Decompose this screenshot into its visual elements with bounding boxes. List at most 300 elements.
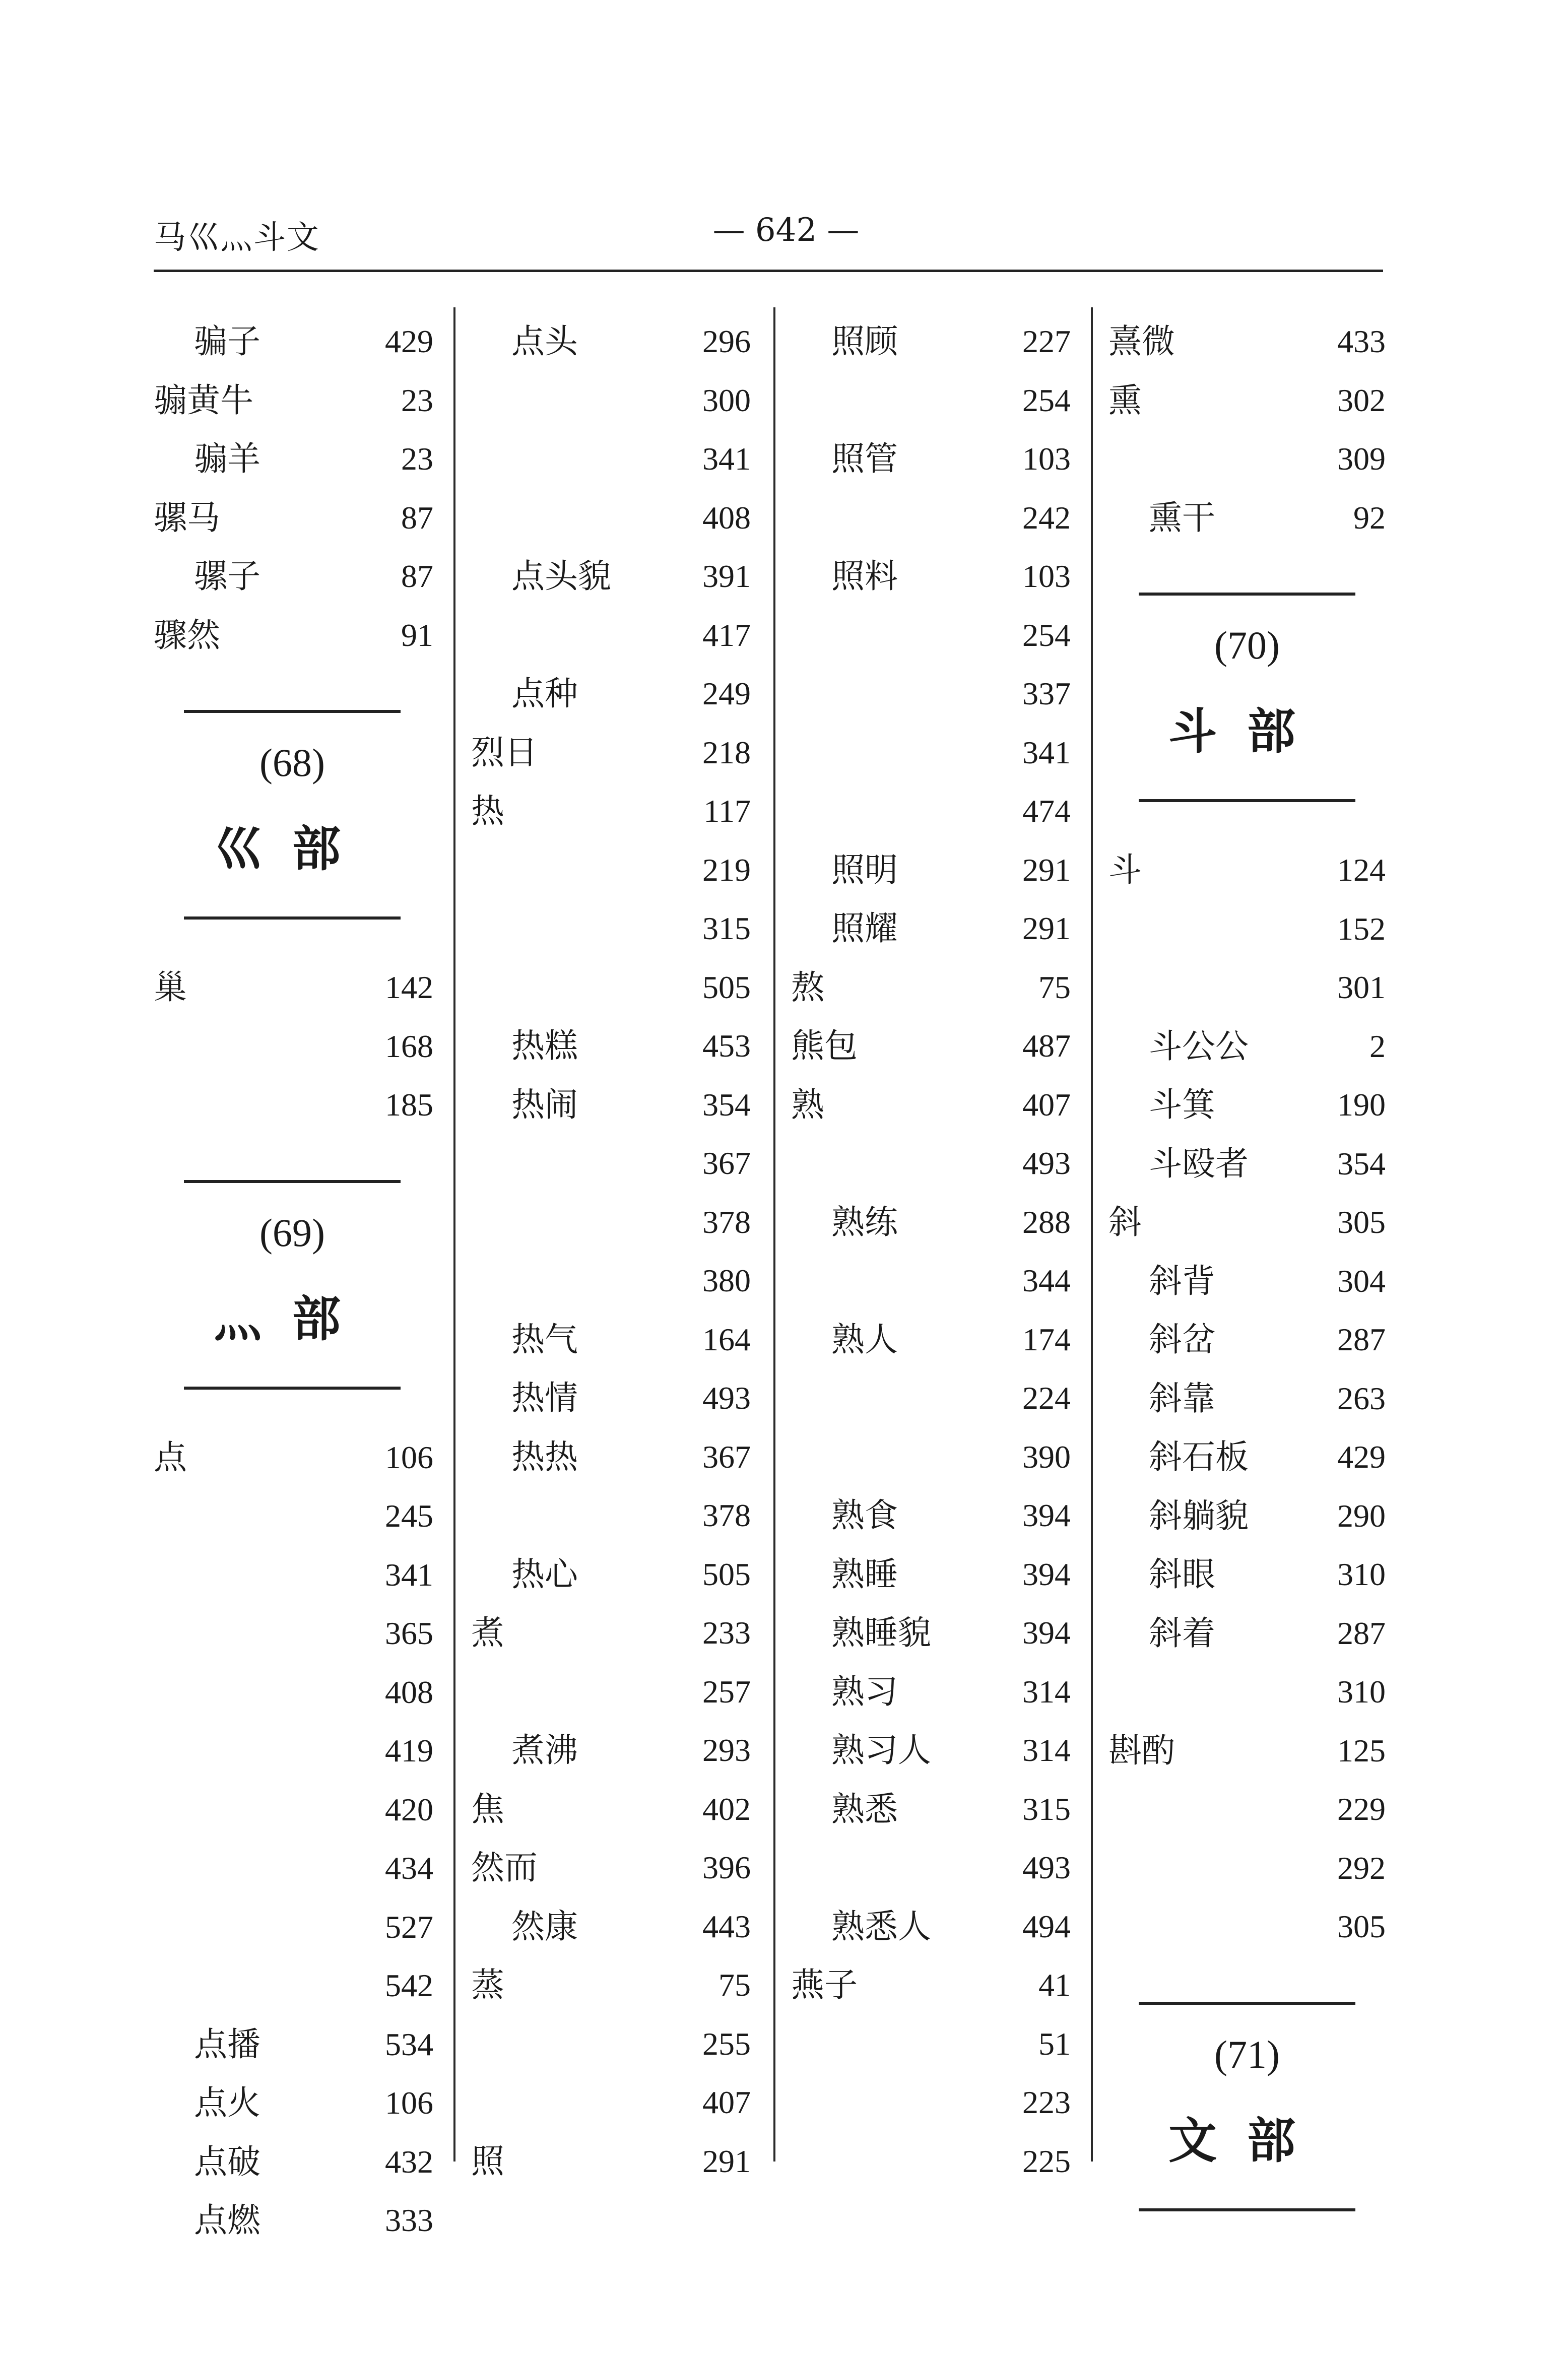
entry-word: 照料 [831, 557, 898, 596]
entry-word: 斗 [1108, 850, 1142, 889]
entry-page-ref: 293 [702, 1732, 751, 1768]
index-entry [1108, 1017, 1386, 1076]
entry-word: 骟黄牛 [154, 380, 253, 420]
radical-section-heading [1108, 1956, 1386, 2250]
index-entry [154, 2015, 433, 2074]
section-rule-top [184, 1180, 401, 1183]
entry-page-ref: 287 [1337, 1322, 1386, 1357]
entry-word: 热气 [511, 1320, 578, 1359]
entry-page-ref: 390 [1022, 1438, 1071, 1475]
entry-page-ref: 223 [1022, 2084, 1071, 2120]
entry-word: 照耀 [831, 909, 898, 948]
entry-word: 骟羊 [194, 439, 260, 478]
index-entry [471, 547, 751, 606]
entry-page-ref: 288 [1022, 1204, 1071, 1240]
section-rule-bottom [1139, 799, 1355, 802]
entry-word: 热心 [511, 1554, 578, 1594]
entry-page-ref: 75 [718, 1967, 751, 2003]
entry-page-ref: 408 [702, 499, 751, 536]
entry-word: 点燃 [194, 2201, 260, 2240]
index-entry [1108, 1487, 1386, 1546]
index-entry [791, 1956, 1071, 2015]
index-entry [791, 371, 1071, 430]
entry-page-ref: 23 [401, 382, 433, 418]
index-entry [471, 782, 751, 841]
entry-page-ref: 185 [385, 1087, 433, 1123]
index-entry [471, 2073, 751, 2132]
section-number: (69) [259, 1210, 325, 1255]
index-entry [471, 724, 751, 782]
entry-page-ref: 305 [1337, 1204, 1386, 1240]
index-entry [471, 1486, 751, 1545]
index-entry [154, 2191, 433, 2250]
entry-page-ref: 378 [702, 1204, 751, 1240]
entry-page-ref: 419 [385, 1733, 433, 1768]
entry-word: 蒸 [471, 1966, 504, 2004]
index-entry [791, 1721, 1071, 1780]
entry-page-ref: 219 [702, 852, 751, 888]
entry-word: 点头 [511, 322, 578, 361]
entry-page-ref: 443 [702, 1908, 751, 1944]
entry-page-ref: 92 [1353, 499, 1386, 536]
entry-page-ref: 174 [1022, 1321, 1071, 1357]
entry-page-ref: 103 [1022, 441, 1071, 477]
index-entry [1108, 1897, 1386, 1956]
index-entry [154, 312, 433, 371]
entry-word: 燕子 [791, 1966, 858, 2004]
index-entry [154, 606, 433, 665]
section-rule-bottom [184, 916, 401, 920]
radical-section-heading [1108, 547, 1386, 841]
index-entry [154, 1076, 433, 1135]
entry-page-ref: 432 [385, 2143, 433, 2180]
entry-page-ref: 391 [702, 558, 751, 594]
entry-word: 骡马 [154, 498, 220, 537]
entry-page-ref: 125 [1337, 1732, 1386, 1768]
index-entry [1108, 430, 1386, 489]
entry-word: 点播 [194, 2024, 260, 2064]
entry-page-ref: 106 [385, 1439, 433, 1475]
entry-word: 斜岔 [1149, 1320, 1215, 1359]
index-entry [471, 489, 751, 548]
index-entry [791, 782, 1071, 841]
entry-word: 焦 [471, 1789, 504, 1828]
entry-word: 熏 [1108, 380, 1142, 420]
index-entry [791, 312, 1071, 371]
entry-word: 斗箕 [1149, 1085, 1215, 1124]
entry-page-ref: 420 [385, 1791, 433, 1827]
index-entry [1108, 958, 1386, 1017]
column-divider [453, 307, 455, 2162]
index-entry [791, 1369, 1071, 1428]
index-entry [791, 1017, 1071, 1076]
index-entry [1108, 1076, 1386, 1135]
entry-page-ref: 255 [702, 2025, 751, 2062]
index-entry [791, 1663, 1071, 1722]
index-entry [791, 1839, 1071, 1897]
index-entry [1108, 371, 1386, 430]
entry-page-ref: 91 [401, 617, 433, 653]
index-entry [791, 430, 1071, 489]
entry-page-ref: 434 [385, 1850, 433, 1886]
entry-page-ref: 333 [385, 2202, 433, 2238]
index-entry [1108, 312, 1386, 371]
entry-page-ref: 315 [702, 910, 751, 946]
index-entry [1108, 1369, 1386, 1428]
index-entry [471, 1076, 751, 1135]
entry-page-ref: 263 [1337, 1380, 1386, 1416]
entry-page-ref: 394 [1022, 1497, 1071, 1533]
index-column-3 [791, 312, 1071, 2191]
section-title: 灬部 [214, 1290, 371, 1347]
entry-page-ref: 310 [1337, 1674, 1386, 1710]
index-entry [471, 1839, 751, 1897]
entry-page-ref: 433 [1337, 323, 1386, 359]
index-entry [1108, 1663, 1386, 1722]
entry-word: 熟食 [831, 1496, 898, 1535]
index-entry [154, 958, 433, 1017]
index-entry [791, 1428, 1071, 1487]
index-entry [791, 2073, 1071, 2132]
entry-word: 照管 [831, 439, 898, 478]
entry-page-ref: 341 [702, 441, 751, 477]
index-entry [471, 1311, 751, 1369]
index-entry [791, 1545, 1071, 1604]
index-entry [154, 547, 433, 606]
entry-page-ref: 301 [1337, 969, 1386, 1005]
entry-word: 点头貌 [511, 557, 611, 596]
index-entry [1108, 1252, 1386, 1311]
index-entry [1108, 1604, 1386, 1663]
entry-word: 斗公公 [1149, 1026, 1249, 1066]
entry-page-ref: 218 [702, 734, 751, 770]
index-entry [154, 2133, 433, 2192]
index-entry [471, 1897, 751, 1956]
entry-page-ref: 493 [1022, 1145, 1071, 1181]
index-entry [471, 1545, 751, 1604]
page-number: — 642 — [712, 212, 860, 249]
entry-page-ref: 296 [702, 323, 751, 359]
index-entry [791, 2015, 1071, 2074]
entry-page-ref: 494 [1022, 1908, 1071, 1944]
entry-word: 照明 [831, 850, 898, 889]
entry-page-ref: 164 [702, 1321, 751, 1357]
index-entry [471, 606, 751, 665]
entry-word: 熬 [791, 967, 824, 1007]
entry-page-ref: 106 [385, 2085, 433, 2121]
index-entry [1108, 841, 1386, 900]
section-title: 巛部 [214, 821, 371, 877]
entry-page-ref: 291 [1022, 852, 1071, 888]
index-entry [791, 1604, 1071, 1663]
index-entry [791, 2132, 1071, 2191]
index-entry [791, 841, 1071, 900]
index-entry [471, 1780, 751, 1839]
entry-word: 煮沸 [511, 1731, 578, 1770]
entry-page-ref: 378 [702, 1497, 751, 1533]
entry-page-ref: 245 [385, 1498, 433, 1534]
entry-page-ref: 254 [1022, 382, 1071, 418]
entry-page-ref: 453 [702, 1028, 751, 1064]
section-number: (68) [259, 741, 325, 784]
entry-page-ref: 365 [385, 1615, 433, 1651]
entry-page-ref: 407 [702, 2084, 751, 2120]
entry-word: 然而 [471, 1848, 538, 1887]
index-entry [1108, 1722, 1386, 1781]
entry-word: 斜石板 [1149, 1437, 1249, 1476]
entry-page-ref: 314 [1022, 1673, 1071, 1710]
index-entry [471, 1252, 751, 1311]
entry-page-ref: 23 [401, 441, 433, 477]
entry-page-ref: 337 [1022, 676, 1071, 711]
entry-page-ref: 354 [702, 1086, 751, 1123]
entry-page-ref: 315 [1022, 1791, 1071, 1827]
index-entry [471, 2015, 751, 2074]
index-entry [1108, 1311, 1386, 1369]
index-entry [791, 606, 1071, 665]
entry-page-ref: 396 [702, 1850, 751, 1885]
entry-word: 巢 [154, 968, 187, 1007]
section-title: 斗部 [1168, 703, 1326, 760]
index-entry [791, 1193, 1071, 1252]
entry-page-ref: 168 [385, 1028, 433, 1064]
entry-word: 斜 [1108, 1203, 1142, 1241]
index-entry [1108, 900, 1386, 959]
entry-word: 熟习人 [831, 1731, 931, 1770]
index-entry [154, 430, 433, 489]
index-entry [471, 1428, 751, 1487]
entry-word: 骗子 [194, 322, 260, 361]
index-entry [471, 1721, 751, 1780]
entry-page-ref: 249 [702, 676, 751, 711]
index-entry [154, 1546, 433, 1605]
entry-page-ref: 292 [1337, 1850, 1386, 1886]
entry-page-ref: 487 [1022, 1028, 1071, 1064]
entry-page-ref: 305 [1337, 1909, 1386, 1944]
index-entry [1108, 1193, 1386, 1252]
index-column-2 [471, 312, 751, 2191]
index-entry [154, 1839, 433, 1898]
entry-page-ref: 344 [1022, 1263, 1071, 1298]
entry-word: 热热 [511, 1437, 578, 1476]
index-entry [154, 1487, 433, 1546]
entry-page-ref: 527 [385, 1909, 433, 1945]
index-entry [471, 665, 751, 724]
index-entry [154, 1722, 433, 1781]
index-entry [791, 724, 1071, 782]
entry-page-ref: 474 [1022, 793, 1071, 829]
entry-page-ref: 254 [1022, 617, 1071, 653]
index-entry [471, 899, 751, 958]
index-entry [154, 489, 433, 548]
entry-page-ref: 87 [401, 499, 433, 536]
entry-word: 点火 [194, 2083, 260, 2122]
index-entry [154, 2074, 433, 2133]
entry-page-ref: 227 [1022, 323, 1071, 359]
entry-page-ref: 103 [1022, 558, 1071, 594]
index-entry [471, 2132, 751, 2191]
index-entry [1108, 1839, 1386, 1898]
entry-word: 斜着 [1149, 1613, 1215, 1653]
entry-page-ref: 291 [1022, 910, 1071, 946]
entry-page-ref: 152 [1337, 910, 1386, 947]
entry-word: 熊包 [791, 1026, 858, 1065]
entry-page-ref: 75 [1038, 969, 1071, 1005]
entry-word: 斜靠 [1149, 1379, 1215, 1418]
entry-page-ref: 2 [1369, 1028, 1386, 1064]
entry-page-ref: 233 [702, 1615, 751, 1651]
entry-page-ref: 505 [702, 1556, 751, 1592]
entry-page-ref: 310 [1337, 1556, 1386, 1592]
entry-word: 熟睡 [831, 1554, 898, 1594]
entry-word: 斜眼 [1149, 1555, 1215, 1594]
header-rule [154, 270, 1383, 272]
entry-page-ref: 190 [1337, 1087, 1386, 1123]
entry-page-ref: 117 [703, 793, 751, 829]
entry-word: 熟悉人 [831, 1907, 931, 1946]
entry-page-ref: 287 [1337, 1615, 1386, 1651]
entry-word: 骤然 [154, 615, 220, 654]
running-header-radicals: 马巛灬斗文 [154, 219, 320, 256]
index-entry [791, 665, 1071, 724]
entry-word: 照顾 [831, 322, 898, 361]
index-column-4 [1108, 312, 1386, 2250]
column-divider [1091, 307, 1093, 2162]
index-entry [791, 1897, 1071, 1956]
entry-word: 煮 [471, 1613, 504, 1652]
entry-page-ref: 124 [1337, 852, 1386, 888]
entry-page-ref: 257 [702, 1673, 751, 1710]
entry-page-ref: 341 [385, 1556, 433, 1593]
index-entry [471, 1604, 751, 1663]
index-entry [471, 371, 751, 430]
index-entry [791, 1252, 1071, 1311]
entry-page-ref: 534 [385, 2026, 433, 2062]
section-number: (71) [1214, 2032, 1280, 2076]
index-entry [1108, 1780, 1386, 1839]
entry-word: 斜背 [1149, 1261, 1215, 1300]
entry-page-ref: 290 [1337, 1497, 1386, 1534]
entry-page-ref: 407 [1022, 1086, 1071, 1123]
index-entry [791, 899, 1071, 958]
section-rule-top [1139, 2002, 1355, 2005]
entry-word: 热 [471, 792, 504, 830]
entry-word: 点种 [511, 674, 578, 713]
entry-page-ref: 224 [1022, 1380, 1071, 1416]
radical-section-heading [154, 665, 433, 958]
entry-page-ref: 354 [1337, 1145, 1386, 1182]
entry-page-ref: 542 [385, 1968, 433, 2003]
section-title: 文部 [1168, 2112, 1326, 2169]
section-number: (70) [1214, 623, 1280, 667]
entry-word: 熹微 [1108, 322, 1175, 361]
entry-word: 熟睡貌 [831, 1613, 931, 1652]
index-entry [791, 1780, 1071, 1839]
index-entry [791, 1076, 1071, 1135]
entry-page-ref: 142 [385, 969, 433, 1005]
index-entry [154, 1663, 433, 1722]
index-entry [791, 489, 1071, 548]
index-entry [154, 1017, 433, 1076]
index-entry [471, 1663, 751, 1722]
index-entry [154, 1428, 433, 1487]
entry-page-ref: 51 [1038, 2025, 1071, 2062]
index-entry [1108, 1428, 1386, 1487]
index-entry [471, 312, 751, 371]
entry-word: 熟悉 [831, 1789, 898, 1828]
section-rule-bottom [184, 1387, 401, 1390]
entry-word: 熏干 [1149, 498, 1215, 537]
entry-page-ref: 291 [702, 2143, 751, 2179]
index-entry [471, 430, 751, 489]
entry-word: 点 [154, 1437, 187, 1477]
entry-word: 点破 [194, 2142, 260, 2181]
entry-word: 斟酌 [1108, 1731, 1175, 1770]
index-column-1 [154, 312, 433, 2250]
section-rule-bottom [1139, 2208, 1355, 2211]
index-entry [471, 841, 751, 900]
entry-page-ref: 302 [1337, 382, 1386, 418]
entry-page-ref: 341 [1022, 734, 1071, 770]
index-entry [791, 1311, 1071, 1369]
entry-page-ref: 408 [385, 1674, 433, 1710]
index-entry [1108, 1545, 1386, 1604]
entry-word: 然康 [511, 1907, 578, 1946]
index-entry [471, 1193, 751, 1252]
entry-page-ref: 87 [401, 558, 433, 594]
section-rule-top [184, 710, 401, 713]
entry-page-ref: 225 [1022, 2143, 1071, 2179]
entry-page-ref: 367 [702, 1438, 751, 1475]
entry-word: 熟练 [831, 1202, 898, 1241]
entry-word: 骡子 [194, 557, 260, 596]
index-entry [154, 371, 433, 430]
index-entry [471, 958, 751, 1017]
index-entry [471, 1017, 751, 1076]
entry-page-ref: 493 [1022, 1850, 1071, 1885]
entry-page-ref: 367 [702, 1145, 751, 1181]
entry-word: 熟习 [831, 1672, 898, 1711]
index-entry [154, 1604, 433, 1663]
column-divider [773, 307, 775, 2162]
index-entry [1108, 1135, 1386, 1194]
index-entry [791, 1134, 1071, 1193]
entry-word: 热闹 [511, 1085, 578, 1124]
entry-word: 烈日 [471, 733, 538, 772]
entry-page-ref: 314 [1022, 1732, 1071, 1768]
index-entry [471, 1369, 751, 1428]
entry-word: 热情 [511, 1379, 578, 1417]
entry-word: 热糕 [511, 1026, 578, 1065]
index-entry [154, 1898, 433, 1957]
index-entry [791, 958, 1071, 1017]
entry-page-ref: 394 [1022, 1556, 1071, 1592]
index-entry [471, 1134, 751, 1193]
entry-page-ref: 429 [385, 323, 433, 359]
entry-page-ref: 304 [1337, 1263, 1386, 1299]
index-entry [1108, 489, 1386, 548]
entry-word: 斗殴者 [1149, 1144, 1249, 1183]
index-entry [154, 1781, 433, 1840]
entry-page-ref: 493 [702, 1380, 751, 1416]
entry-page-ref: 242 [1022, 499, 1071, 536]
entry-page-ref: 41 [1038, 1967, 1071, 2003]
index-entry [791, 1486, 1071, 1545]
entry-page-ref: 309 [1337, 441, 1386, 477]
entry-page-ref: 402 [702, 1791, 751, 1827]
index-entry [154, 1956, 433, 2015]
index-entry [791, 547, 1071, 606]
